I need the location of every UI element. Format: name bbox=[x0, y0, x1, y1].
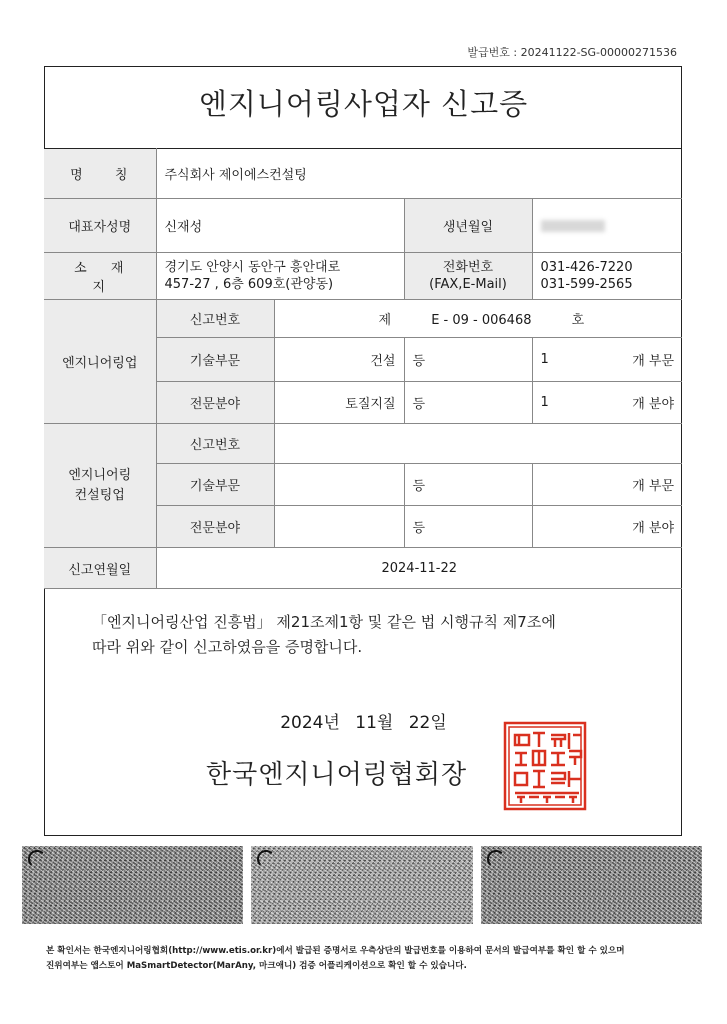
address-line-1: 경기도 안양시 동안구 흥안대로 bbox=[164, 260, 341, 275]
birthdate-redacted bbox=[532, 199, 682, 253]
eng-tech-value: 건설 bbox=[274, 338, 404, 382]
label-phone-line-1: 전화번호 bbox=[442, 260, 494, 275]
security-pattern-2 bbox=[251, 846, 472, 924]
row-eng-registration bbox=[44, 300, 682, 338]
eng-registration-cell bbox=[274, 300, 682, 338]
section-consulting bbox=[44, 424, 156, 548]
row-address bbox=[44, 253, 682, 300]
issue-date: 2024년 11월 22일 bbox=[280, 713, 447, 733]
deung-text: 등 bbox=[412, 397, 426, 412]
eng-tech-unit: 개 부문 bbox=[632, 354, 675, 369]
redaction-blur bbox=[541, 220, 605, 232]
corner-mark-icon bbox=[487, 850, 505, 868]
eng-specialty-unit: 개 분야 bbox=[632, 397, 675, 412]
con-specialty-value bbox=[274, 506, 404, 548]
label-phone-line-2: (FAX,E-Mail) bbox=[429, 277, 507, 292]
con-specialty-unit: 개 분야 bbox=[532, 506, 682, 548]
address-cell bbox=[156, 253, 404, 300]
security-pattern-3 bbox=[481, 846, 702, 924]
label-address: 소 재 지 bbox=[44, 253, 156, 300]
footer-note bbox=[46, 944, 696, 974]
phone-cell bbox=[532, 253, 682, 300]
label-con-tech: 기술부문 bbox=[156, 464, 274, 506]
eng-tech-deung bbox=[404, 338, 532, 382]
con-tech-deung bbox=[404, 464, 532, 506]
label-con-specialty: 전문분야 bbox=[156, 506, 274, 548]
eng-specialty-value: 토질지질 bbox=[274, 382, 404, 424]
certificate-title: 엔지니어링사업자 신고증 bbox=[198, 87, 529, 121]
label-name: 명 칭 bbox=[44, 149, 156, 199]
label-phone bbox=[404, 253, 532, 300]
section-consulting-line-1: 엔지니어링 bbox=[68, 467, 132, 483]
certification-statement bbox=[92, 610, 652, 660]
label-eng-tech: 기술부문 bbox=[156, 338, 274, 382]
corner-mark-icon bbox=[257, 850, 275, 868]
con-specialty-deung bbox=[404, 506, 532, 548]
section-consulting-line-2: 컨설팅업 bbox=[74, 487, 125, 503]
label-eng-registration: 신고번호 bbox=[156, 300, 274, 338]
section-engineering: 엔지니어링업 bbox=[44, 300, 156, 424]
phone-number: 031-426-7220 bbox=[540, 260, 633, 275]
con-tech-unit: 개 부문 bbox=[532, 464, 682, 506]
row-company-name bbox=[44, 149, 682, 199]
fax-number: 031-599-2565 bbox=[540, 277, 633, 292]
corner-mark-icon bbox=[28, 850, 46, 868]
eng-specialty-deung bbox=[404, 382, 532, 424]
eng-registration-number: E - 09 - 006468 bbox=[431, 313, 532, 328]
issue-number: 발급번호 : 20241122-SG-00000271536 bbox=[467, 46, 677, 59]
footer-line-1: 본 확인서는 한국엔지니어링협회(http://www.etis.or.kr)에서 발급된 증명서로 우측상단의 발급번호를 이용하여 문서의 발급여부를 확인 할 수 있으며 bbox=[46, 946, 625, 956]
deung-text: 등 bbox=[412, 521, 426, 536]
report-date: 2024-11-22 bbox=[156, 548, 682, 589]
issuer-name: 한국엔지니어링협회장 bbox=[206, 760, 468, 790]
label-eng-specialty: 전문분야 bbox=[156, 382, 274, 424]
deung-text: 등 bbox=[412, 479, 426, 494]
eng-tech-count-cell bbox=[532, 338, 682, 382]
eng-specialty-count-cell bbox=[532, 382, 682, 424]
row-report-date bbox=[44, 548, 682, 589]
footer-line-2: 진위여부는 앱스토어 MaSmartDetector(MarAny, 마크애니) 검증 어플리케이션으로 확인 할 수 있습니다. bbox=[46, 961, 467, 971]
reg-suffix: 호 bbox=[571, 313, 585, 328]
security-pattern-1 bbox=[22, 846, 243, 924]
label-con-registration: 신고번호 bbox=[156, 424, 274, 464]
verification-barcodes bbox=[22, 846, 702, 924]
eng-specialty-count: 1 bbox=[540, 395, 549, 410]
company-name: 주식회사 제이에스컨설팅 bbox=[156, 149, 682, 199]
eng-tech-count: 1 bbox=[540, 352, 549, 367]
deung-text: 등 bbox=[412, 354, 426, 369]
statement-line-1: 「엔지니어링산업 진흥법」 제21조제1항 및 같은 법 시행규칙 제7조에 bbox=[92, 613, 556, 631]
label-birthdate: 생년월일 bbox=[404, 199, 532, 253]
label-representative: 대표자성명 bbox=[44, 199, 156, 253]
address-line-2: 457-27 , 6층 609호(관양동) bbox=[164, 277, 334, 292]
certificate-table bbox=[44, 148, 682, 589]
con-registration-value bbox=[274, 424, 682, 464]
representative-name: 신재성 bbox=[156, 199, 404, 253]
official-seal-icon bbox=[503, 721, 587, 811]
row-con-registration bbox=[44, 424, 682, 464]
con-tech-value bbox=[274, 464, 404, 506]
statement-line-2: 따라 위와 같이 신고하였음을 증명합니다. bbox=[92, 638, 363, 656]
label-report-date: 신고연월일 bbox=[44, 548, 156, 589]
reg-prefix: 제 bbox=[378, 313, 392, 328]
row-representative bbox=[44, 199, 682, 253]
